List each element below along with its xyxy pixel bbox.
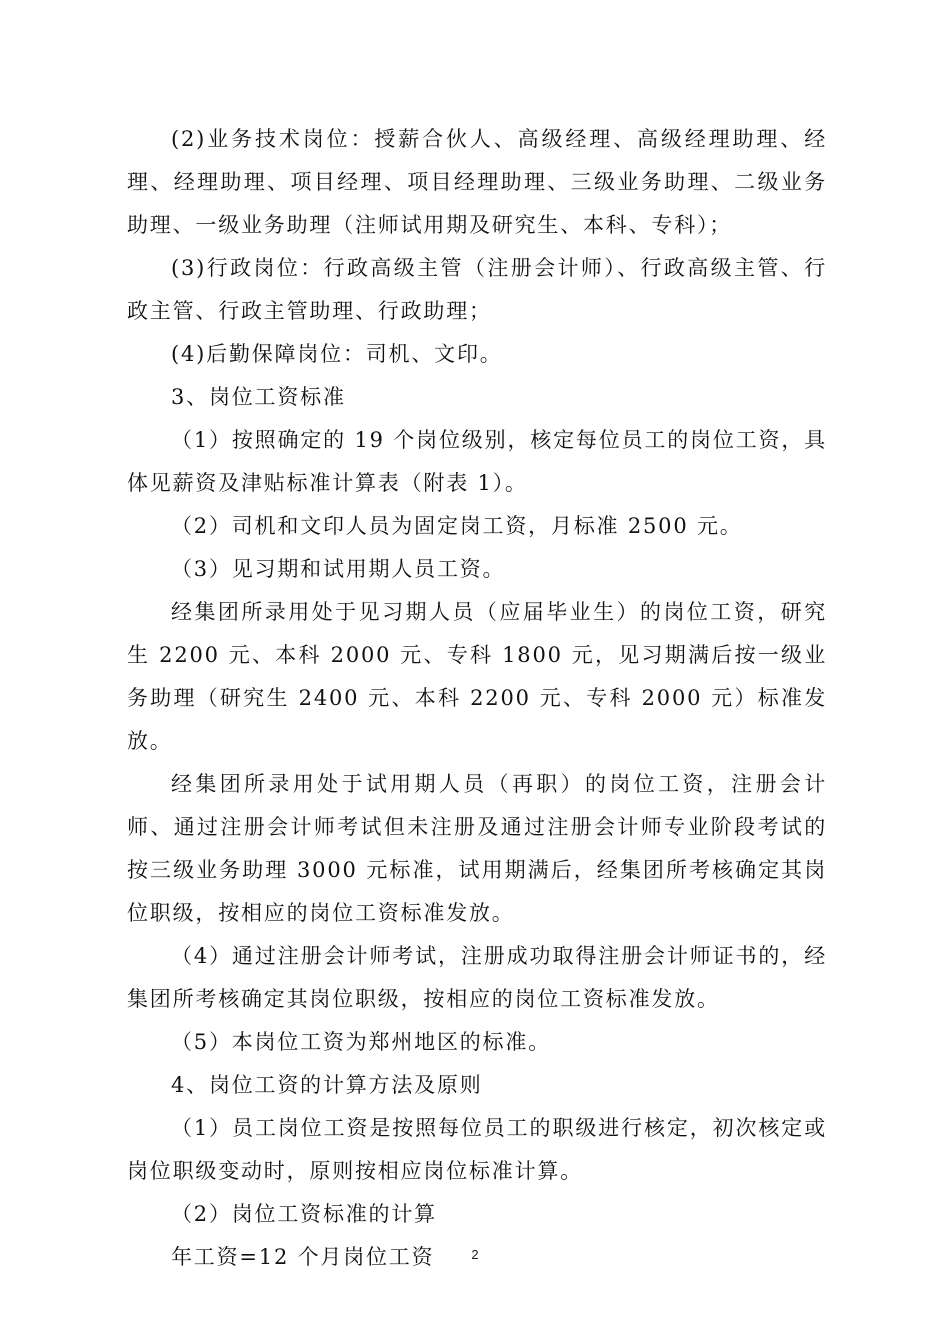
paragraph-administrative-posts: (3)行政岗位：行政高级主管（注册会计师）、行政高级主管、行政主管、行政主管助理、行政助理； — [127, 256, 827, 323]
paragraph-calc-item-1: （1）员工岗位工资是按照每位员工的职级进行核定，初次核定或岗位职级变动时，原则按相应岗位标准计算。 — [127, 1116, 827, 1183]
page-number: 2 — [471, 1247, 479, 1262]
paragraph-item-5-zhengzhou: （5）本岗位工资为郑州地区的标准。 — [171, 1030, 551, 1054]
paragraph-probation-salary: 经集团所录用处于试用期人员（再职）的岗位工资，注册会计师、通过注册会计师考试但未注册及通过注册会计师专业阶段考试的按三级业务助理 3000 元标准，试用期满后，经集团所考核确定其岗位职级，按相应的岗位工资标准发放。 — [127, 772, 827, 925]
paragraph-business-technical-posts: (2)业务技术岗位：授薪合伙人、高级经理、高级经理助理、经理、经理助理、项目经理、项目经理助理、三级业务助理、二级业务助理、一级业务助理（注师试用期及研究生、本科、专科）； — [127, 127, 827, 237]
paragraph-item-3-probation: （3）见习期和试用期人员工资。 — [171, 557, 506, 581]
section-heading-calculation-method: 4、岗位工资的计算方法及原则 — [171, 1073, 483, 1097]
body-text — [127, 118, 827, 1279]
paragraph-calc-item-2: （2）岗位工资标准的计算 — [171, 1202, 437, 1226]
paragraph-item-2-driver-printing: （2）司机和文印人员为固定岗工资，月标准 2500 元。 — [171, 514, 743, 538]
section-heading-post-salary-standard: 3、岗位工资标准 — [171, 385, 346, 409]
paragraph-logistics-posts: (4)后勤保障岗位：司机、文印。 — [171, 342, 503, 366]
paragraph-item-1-salary-levels: （1）按照确定的 19 个岗位级别，核定每位员工的岗位工资，具体见薪资及津贴标准计算表（附表 1）。 — [127, 428, 827, 495]
paragraph-internship-salary: 经集团所录用处于见习期人员（应届毕业生）的岗位工资，研究生 2200 元、本科 2000 元、专科 1800 元，见习期满后按一级业务助理（研究生 2400 元、本科 2200 元、专科 2000 元）标准发放。 — [127, 600, 827, 753]
paragraph-item-4-cpa: （4）通过注册会计师考试，注册成功取得注册会计师证书的，经集团所考核确定其岗位职级，按相应的岗位工资标准发放。 — [127, 944, 827, 1011]
paragraph-annual-salary-formula: 年工资=12 个月岗位工资 — [171, 1245, 435, 1269]
